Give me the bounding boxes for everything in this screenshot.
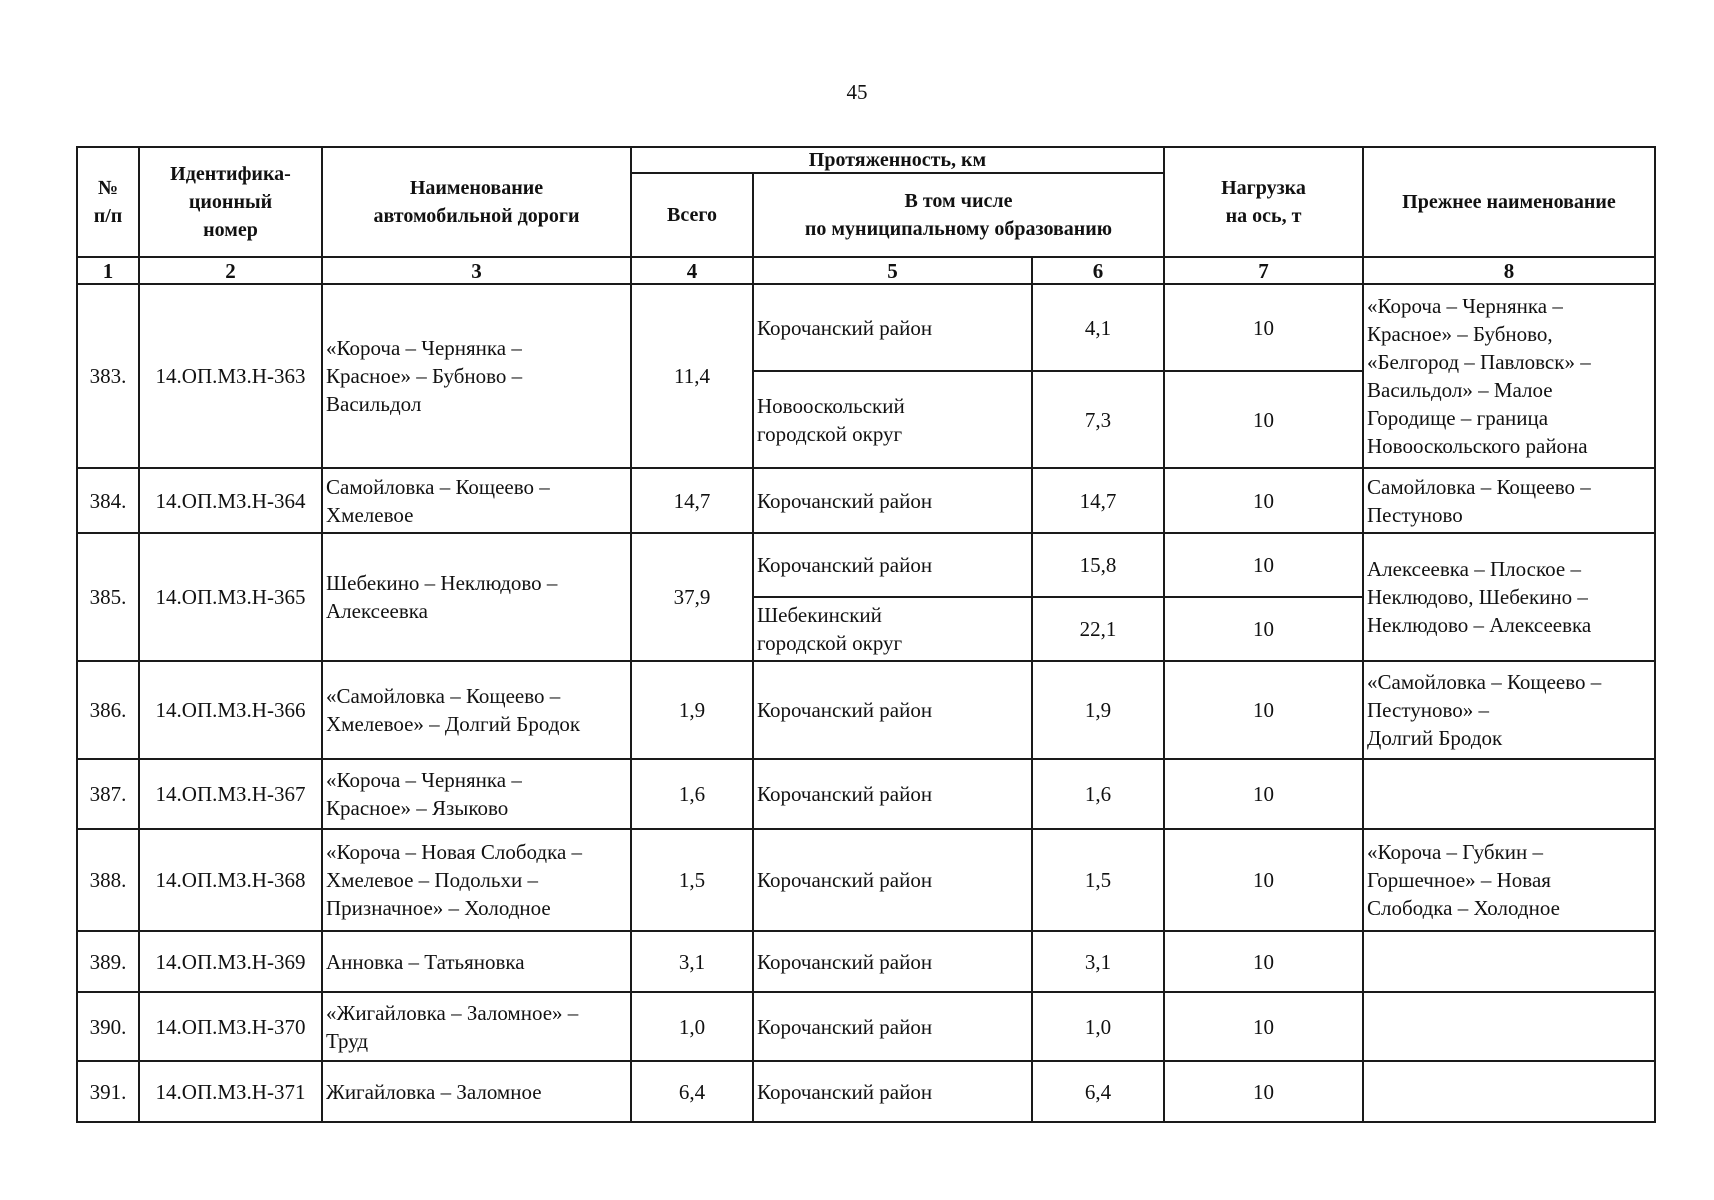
- axle-load: 10: [1164, 829, 1363, 931]
- municipality: Шебекинский городской округ: [753, 597, 1032, 661]
- table-row: [77, 829, 1655, 931]
- row-number: 391.: [77, 1061, 139, 1122]
- municipality: Корочанский район: [753, 284, 1032, 371]
- road-id: 14.ОП.МЗ.Н-367: [139, 759, 322, 829]
- header-length-group: Протяженность, км: [631, 147, 1164, 173]
- header-by-municipality: В том числе по муниципальному образованию: [753, 173, 1164, 257]
- row-number: 389.: [77, 931, 139, 992]
- municipality: Корочанский район: [753, 468, 1032, 533]
- row-number: 390.: [77, 992, 139, 1061]
- municipality: Новооскольский городской округ: [753, 371, 1032, 468]
- road-id: 14.ОП.МЗ.Н-364: [139, 468, 322, 533]
- header-num: № п/п: [77, 147, 139, 257]
- road-id: 14.ОП.МЗ.Н-369: [139, 931, 322, 992]
- length-total: 11,4: [631, 284, 753, 468]
- page-number: 45: [846, 80, 868, 104]
- road-id: 14.ОП.МЗ.Н-368: [139, 829, 322, 931]
- header-former-name: Прежнее наименование: [1363, 147, 1655, 257]
- road-name: «Жигайловка – Заломное» – Труд: [322, 992, 631, 1061]
- axle-load: 10: [1164, 533, 1363, 597]
- row-number: 387.: [77, 759, 139, 829]
- municipality-length: 15,8: [1032, 533, 1164, 597]
- table-row: [77, 468, 1655, 533]
- table-row: [77, 284, 1655, 371]
- table-header: [77, 147, 1655, 284]
- header-id: Идентифика- ционный номер: [139, 147, 322, 257]
- axle-load: 10: [1164, 992, 1363, 1061]
- length-total: 6,4: [631, 1061, 753, 1122]
- former-name: «Короча – Чернянка – Красное» – Бубново, «Белгород – Павловск» – Васильдол» – Малое Городище – граница Новооскольского района: [1363, 284, 1655, 468]
- axle-load: 10: [1164, 468, 1363, 533]
- road-id: 14.ОП.МЗ.Н-370: [139, 992, 322, 1061]
- municipality: Корочанский район: [753, 931, 1032, 992]
- column-number: 6: [1032, 257, 1164, 284]
- length-total: 1,6: [631, 759, 753, 829]
- axle-load: 10: [1164, 931, 1363, 992]
- former-name: [1363, 759, 1655, 829]
- column-number: 4: [631, 257, 753, 284]
- length-total: 37,9: [631, 533, 753, 661]
- municipality-length: 7,3: [1032, 371, 1164, 468]
- municipality-length: 1,9: [1032, 661, 1164, 759]
- row-number: 386.: [77, 661, 139, 759]
- municipality: Корочанский район: [753, 1061, 1032, 1122]
- municipality: Корочанский район: [753, 829, 1032, 931]
- road-name: «Короча – Чернянка – Красное» – Языково: [322, 759, 631, 829]
- municipality-length: 6,4: [1032, 1061, 1164, 1122]
- road-id: 14.ОП.МЗ.Н-366: [139, 661, 322, 759]
- header-total: Всего: [631, 173, 753, 257]
- header-road-name: Наименование автомобильной дороги: [322, 147, 631, 257]
- road-name: Шебекино – Неклюдово – Алексеевка: [322, 533, 631, 661]
- axle-load: 10: [1164, 1061, 1363, 1122]
- column-number: 7: [1164, 257, 1363, 284]
- axle-load: 10: [1164, 759, 1363, 829]
- row-number: 385.: [77, 533, 139, 661]
- municipality-length: 3,1: [1032, 931, 1164, 992]
- road-id: 14.ОП.МЗ.Н-365: [139, 533, 322, 661]
- municipality: Корочанский район: [753, 759, 1032, 829]
- road-name: Жигайловка – Заломное: [322, 1061, 631, 1122]
- municipality-length: 1,5: [1032, 829, 1164, 931]
- length-total: 3,1: [631, 931, 753, 992]
- table-row: [77, 931, 1655, 992]
- length-total: 1,9: [631, 661, 753, 759]
- road-name: Самойловка – Кощеево – Хмелевое: [322, 468, 631, 533]
- municipality: Корочанский район: [753, 533, 1032, 597]
- municipality-length: 1,0: [1032, 992, 1164, 1061]
- length-total: 1,5: [631, 829, 753, 931]
- former-name: [1363, 992, 1655, 1061]
- table-row: [77, 1061, 1655, 1122]
- municipality-length: 22,1: [1032, 597, 1164, 661]
- axle-load: 10: [1164, 284, 1363, 371]
- table-row: [77, 661, 1655, 759]
- column-numbers-row: [77, 257, 1655, 284]
- former-name: [1363, 1061, 1655, 1122]
- former-name: «Короча – Губкин – Горшечное» – Новая Слободка – Холодное: [1363, 829, 1655, 931]
- municipality: Корочанский район: [753, 992, 1032, 1061]
- municipality-length: 4,1: [1032, 284, 1164, 371]
- row-number: 388.: [77, 829, 139, 931]
- road-name: «Короча – Чернянка – Красное» – Бубново – Васильдол: [322, 284, 631, 468]
- table-row: [77, 533, 1655, 597]
- column-number: 5: [753, 257, 1032, 284]
- column-number: 2: [139, 257, 322, 284]
- row-number: 383.: [77, 284, 139, 468]
- road-name: «Самойловка – Кощеево – Хмелевое» – Долгий Бродок: [322, 661, 631, 759]
- column-number: 8: [1363, 257, 1655, 284]
- column-number: 1: [77, 257, 139, 284]
- municipality: Корочанский район: [753, 661, 1032, 759]
- table-row: [77, 759, 1655, 829]
- axle-load: 10: [1164, 661, 1363, 759]
- former-name: [1363, 931, 1655, 992]
- roads-table: [76, 146, 1656, 1123]
- axle-load: 10: [1164, 371, 1363, 468]
- table-body: [77, 284, 1655, 1122]
- road-id: 14.ОП.МЗ.Н-371: [139, 1061, 322, 1122]
- road-name: Анновка – Татьяновка: [322, 931, 631, 992]
- table-row: [77, 992, 1655, 1061]
- row-number: 384.: [77, 468, 139, 533]
- axle-load: 10: [1164, 597, 1363, 661]
- length-total: 1,0: [631, 992, 753, 1061]
- road-id: 14.ОП.МЗ.Н-363: [139, 284, 322, 468]
- municipality-length: 1,6: [1032, 759, 1164, 829]
- former-name: Алексеевка – Плоское – Неклюдово, Шебекино – Неклюдово – Алексеевка: [1363, 533, 1655, 661]
- former-name: «Самойловка – Кощеево – Пестуново» – Долгий Бродок: [1363, 661, 1655, 759]
- column-number: 3: [322, 257, 631, 284]
- header-axle-load: Нагрузка на ось, т: [1164, 147, 1363, 257]
- road-name: «Короча – Новая Слободка – Хмелевое – Подольхи – Призначное» – Холодное: [322, 829, 631, 931]
- length-total: 14,7: [631, 468, 753, 533]
- former-name: Самойловка – Кощеево – Пестуново: [1363, 468, 1655, 533]
- municipality-length: 14,7: [1032, 468, 1164, 533]
